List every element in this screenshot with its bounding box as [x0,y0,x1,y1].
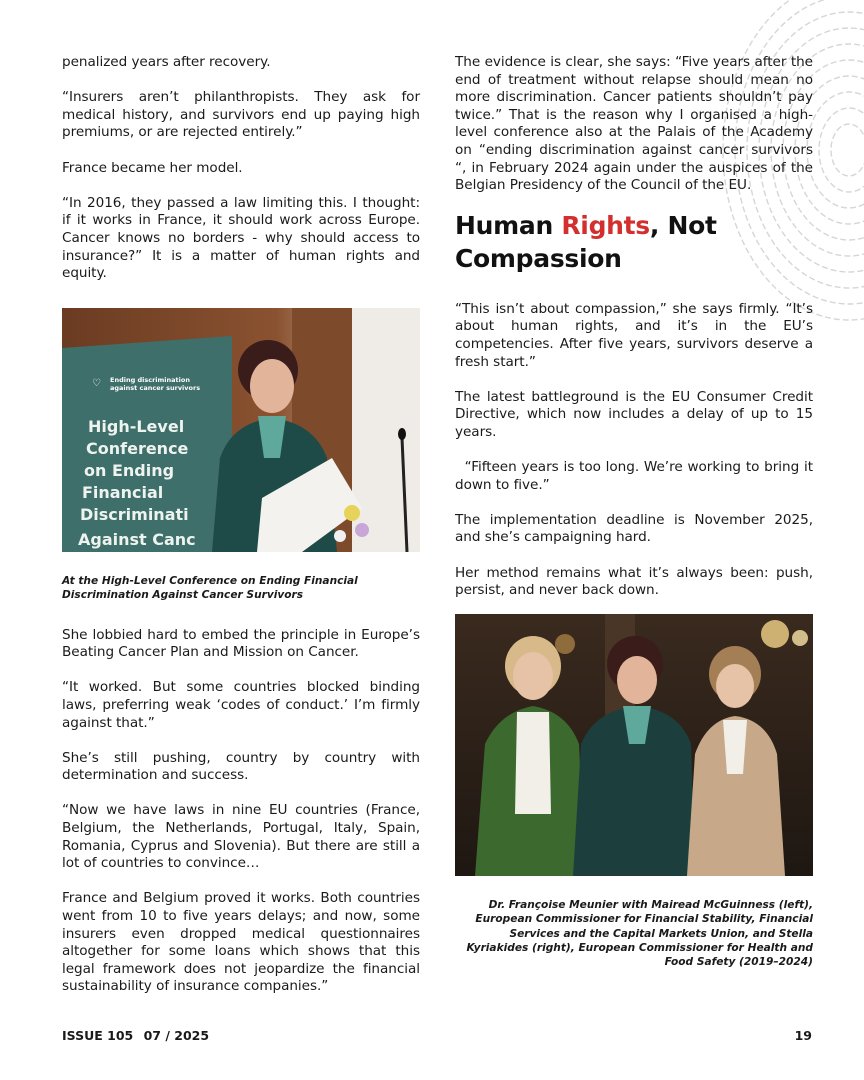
paragraph: “It worked. But some countries blocked binding laws, preferring weak ‘codes of conduct.’ I’m firmly against that.” [62,679,420,731]
heading-text: Compassion [455,243,622,273]
paragraph: “Fifteen years is too long. We’re working to bring it down to five.” [455,459,818,493]
left-column [62,54,420,1014]
paragraph: The implementation deadline is November 2025, and she’s campaigning hard. [455,511,813,546]
paragraph: “Insurers aren’t philanthropists. They ask for medical history, and survivors end up paying high premiums, or are rejected entirely.” [62,89,420,141]
banner-heading: Ending discrimination [110,375,190,384]
page-footer [62,1028,812,1043]
issue-number: ISSUE 105 [62,1028,134,1043]
banner-title-line: Conference [86,438,189,458]
banner-title-line: High-Level [88,416,185,436]
heading-text: , Not [649,210,717,240]
paragraph: She’s still pushing, country by country with determination and success. [62,749,420,784]
svg-text:♡: ♡ [92,377,101,389]
issue-date: 07 / 2025 [143,1028,210,1043]
photo-caption: Dr. Françoise Meunier with Mairead McGuinness (left), European Commissioner for Financial Stability, Financial Services and the Capital Markets Union, and Stella Kyriakides (right), European Commissioner for Health and Food Safety (2019–2024) [466,898,813,969]
banner-title-line: on Ending [84,460,175,480]
banner-title-line: Discriminati [80,504,189,524]
heading-text: Human [455,210,562,240]
paragraph: France became her model. [62,159,243,176]
page-number: 19 [794,1028,812,1043]
section-heading [455,209,813,275]
paragraph: The latest battleground is the EU Consumer Credit Directive, which now includes a delay of up to 15 years. [455,388,813,440]
heading-accent: Rights [561,210,650,240]
paragraph: “In 2016, they passed a law limiting this. I thought: if it works in France, it should work across Europe. Cancer knows no borders - why should access to insurance?” It is a matter of human rights and equity. [62,194,420,282]
group-photo [455,614,813,876]
paragraph: “Now we have laws in nine EU countries (France, Belgium, the Netherlands, Portugal, Italy, Spain, Romania, Cyprus and Slovenia). But there are still a lot of countries to convince… [62,802,420,872]
paragraph: Her method remains what it’s always been: push, persist, and never back down. [455,564,813,599]
paragraph: She lobbied hard to embed the principle in Europe’s Beating Cancer Plan and Mission on Cancer. [62,626,420,661]
banner-heading: against cancer survivors [110,383,201,392]
photo-caption: At the High-Level Conference on Ending Financial Discrimination Against Cancer Survivors [62,574,358,602]
conference-photo [62,308,420,552]
paragraph: France and Belgium proved it works. Both countries went from 10 to five years delays; and now, some insurers even dropped medical questionnaires altogether for some loans which shows that this legal framework does not jeopardize the financial sustainability of insurance companies.” [62,890,420,995]
banner-title-line: Against Canc [78,529,196,549]
paragraph: penalized years after recovery. [62,54,271,70]
paragraph: The evidence is clear, she says: “Five years after the end of treatment without relapse should mean no more discrimination. Cancer patients shouldn’t pay twice.” That is the reason why I organised a high-level conference also at the Palais of the Academy on “ending discrimination against cancer survivors “, in February 2024 again under the auspices of the Belgian Presidency of the Council of the EU. [455,54,813,194]
paragraph: “This isn’t about compassion,” she says firmly. “It’s about human rights, and it’s in the EU’s competencies. After five years, survivors deserve a fresh start.” [455,300,813,370]
issue-info [62,1028,215,1043]
right-column [455,54,818,970]
banner-title-line: Financial [82,482,164,502]
